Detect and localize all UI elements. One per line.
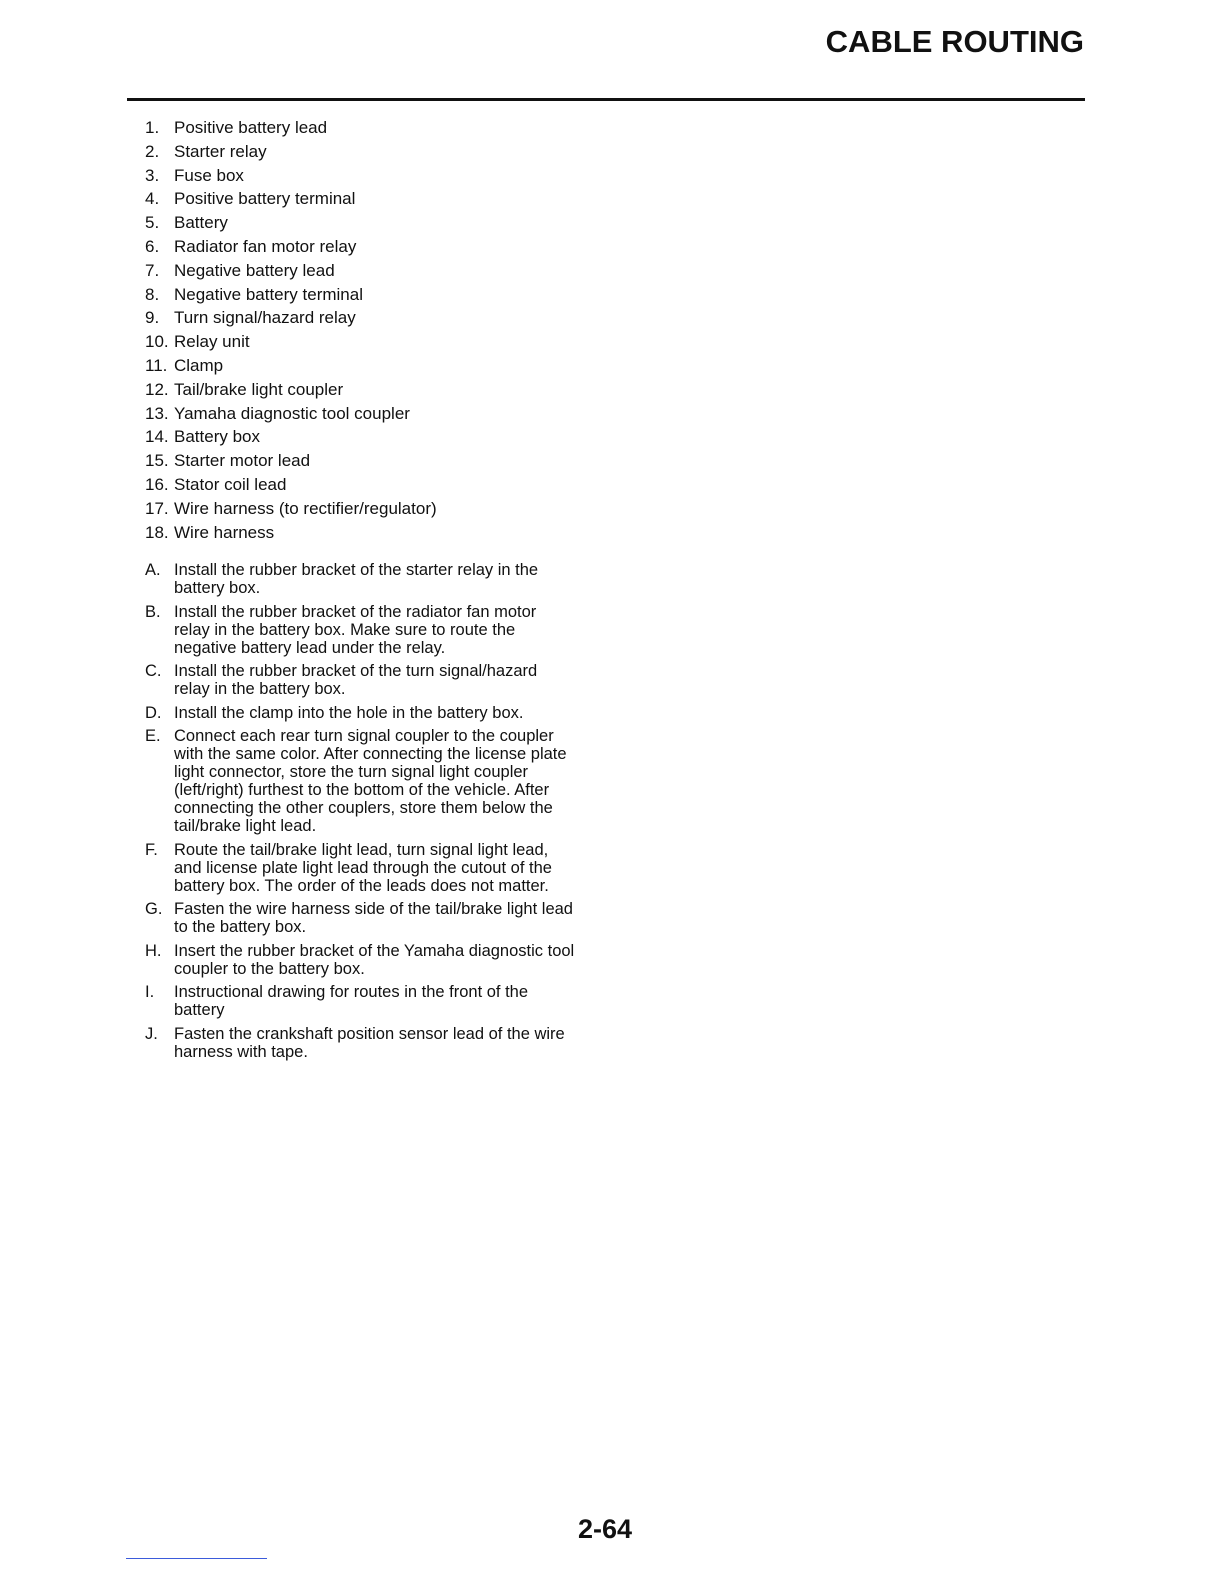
list-item xyxy=(145,164,437,188)
note-letter: G. xyxy=(145,900,163,918)
note-text: Install the rubber bracket of the radiator fan motor relay in the battery box. Make sure to route the negative battery lead under the relay. xyxy=(174,602,537,657)
item-label: Battery box xyxy=(174,427,260,447)
list-item xyxy=(145,521,437,545)
item-label: Starter relay xyxy=(174,141,267,161)
item-label: Positive battery terminal xyxy=(174,189,356,209)
list-item xyxy=(145,140,437,164)
list-item xyxy=(145,211,437,235)
note-letter: H. xyxy=(145,941,162,960)
item-label: Yamaha diagnostic tool coupler xyxy=(174,403,410,423)
item-number: 10. xyxy=(145,332,169,352)
list-item xyxy=(145,259,437,283)
item-number: 16. xyxy=(145,474,169,494)
note-text: Install the rubber bracket of the starter relay in the battery box. xyxy=(174,561,539,597)
item-number: 15. xyxy=(145,451,169,471)
list-item xyxy=(145,402,437,426)
page-title: CABLE ROUTING xyxy=(825,24,1084,59)
page-number: 2-64 xyxy=(577,1514,633,1544)
note-text: Install the rubber bracket of the turn signal/hazard relay in the battery box. xyxy=(174,662,538,698)
list-item xyxy=(145,187,437,211)
note-text: Install the clamp into the hole in the battery box. xyxy=(174,703,524,722)
note-item xyxy=(145,942,575,978)
item-number: 5. xyxy=(145,213,160,233)
list-item xyxy=(145,378,437,402)
note-item xyxy=(145,561,575,597)
item-number: 14. xyxy=(145,427,169,447)
list-item xyxy=(145,425,437,449)
note-item xyxy=(145,603,575,657)
list-item xyxy=(145,473,437,497)
note-item xyxy=(145,1025,575,1061)
note-letter: I. xyxy=(145,983,155,1001)
note-letter: E. xyxy=(145,727,161,745)
item-number: 8. xyxy=(145,284,160,304)
list-item xyxy=(145,354,437,378)
note-letter: D. xyxy=(145,703,162,722)
item-label: Relay unit xyxy=(174,332,250,352)
list-item xyxy=(145,306,437,330)
item-number: 2. xyxy=(145,141,160,161)
list-item xyxy=(145,330,437,354)
note-text: Connect each rear turn signal coupler to the coupler with the same color. After connecting the license plate light connector, store the turn signal light coupler (left/right) furthest to the bottom of the vehicle. After connecting the other couplers, store them below the tail/brake light lead. xyxy=(174,727,567,835)
list-item xyxy=(145,235,437,259)
item-label: Stator coil lead xyxy=(174,474,287,494)
item-number: 17. xyxy=(145,498,169,518)
note-text: Route the tail/brake light lead, turn signal light lead, and license plate light lead through the cutout of the battery box. The order of the leads does not matter. xyxy=(174,840,552,895)
item-label: Turn signal/hazard relay xyxy=(174,308,356,328)
item-label: Negative battery terminal xyxy=(174,284,363,304)
footer-link-underline[interactable] xyxy=(126,1558,267,1559)
item-number: 12. xyxy=(145,379,169,399)
list-item xyxy=(145,497,437,521)
item-label: Battery xyxy=(174,213,228,233)
list-item xyxy=(145,116,437,140)
note-letter: C. xyxy=(145,662,162,680)
note-item xyxy=(145,662,575,698)
item-label: Negative battery lead xyxy=(174,260,335,280)
item-number: 3. xyxy=(145,165,160,185)
list-item xyxy=(145,283,437,307)
list-item xyxy=(145,449,437,473)
note-item xyxy=(145,983,575,1019)
instruction-notes-list xyxy=(145,561,575,1066)
title-divider xyxy=(127,98,1085,101)
item-number: 7. xyxy=(145,260,160,280)
note-item xyxy=(145,900,575,936)
item-label: Clamp xyxy=(174,355,224,375)
item-label: Fuse box xyxy=(174,165,244,185)
item-number: 9. xyxy=(145,308,160,328)
note-text: Insert the rubber bracket of the Yamaha diagnostic tool coupler to the battery box. xyxy=(174,941,575,978)
item-number: 6. xyxy=(145,236,160,256)
item-label: Radiator fan motor relay xyxy=(174,236,357,256)
note-letter: B. xyxy=(145,602,161,621)
item-label: Positive battery lead xyxy=(174,118,328,137)
item-number: 11. xyxy=(145,355,168,375)
item-number: 13. xyxy=(145,403,169,423)
item-label: Starter motor lead xyxy=(174,451,311,471)
parts-legend-list xyxy=(145,116,437,544)
note-text: Fasten the crankshaft position sensor lead of the wire harness with tape. xyxy=(174,1024,565,1061)
note-letter: J. xyxy=(145,1024,158,1043)
note-item xyxy=(145,727,575,835)
note-text: Instructional drawing for routes in the front of the battery xyxy=(174,983,529,1019)
item-number: 18. xyxy=(145,522,169,542)
note-item xyxy=(145,704,575,722)
item-label: Tail/brake light coupler xyxy=(174,379,344,399)
note-item xyxy=(145,841,575,895)
note-letter: F. xyxy=(145,840,158,859)
note-letter: A. xyxy=(145,561,161,579)
item-number: 4. xyxy=(145,189,160,209)
item-label: Wire harness (to rectifier/regulator) xyxy=(174,498,437,518)
item-label: Wire harness xyxy=(174,522,275,542)
note-text: Fasten the wire harness side of the tail/brake light lead to the battery box. xyxy=(174,900,573,936)
item-number: 1. xyxy=(145,118,160,137)
